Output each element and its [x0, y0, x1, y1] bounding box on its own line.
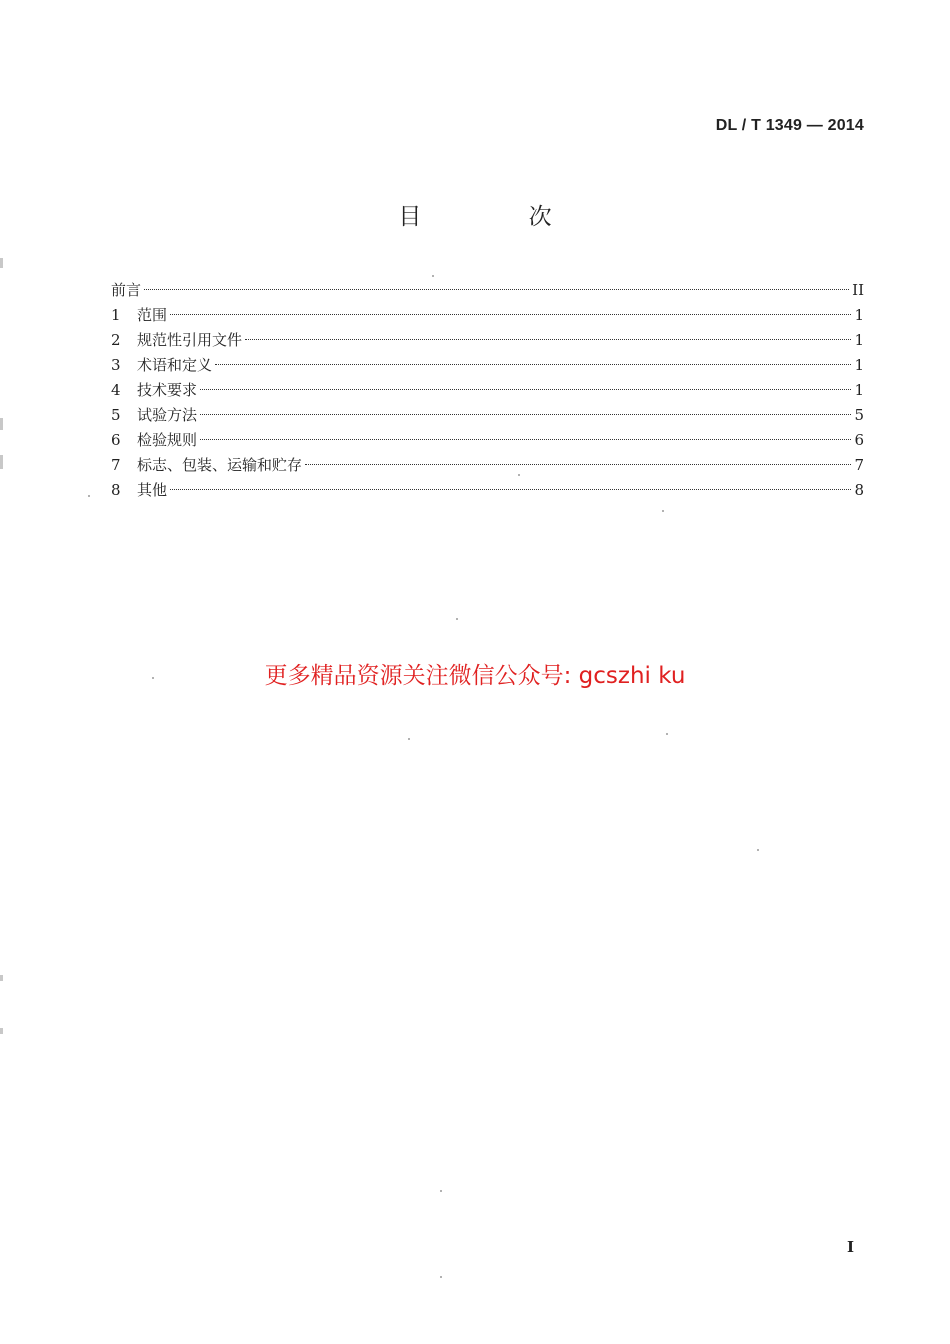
toc-entry-number: 6: [111, 431, 121, 449]
page-number: I: [846, 1238, 854, 1256]
scan-speck: [440, 1276, 442, 1278]
toc-leader-dots: [200, 414, 851, 415]
toc-entry-number: 5: [111, 406, 121, 424]
toc-entry-label: 标志、包装、运输和贮存: [137, 456, 303, 474]
scan-speck: [666, 733, 668, 735]
toc-entry-page: 1: [854, 306, 864, 324]
toc-title: 目 次: [398, 204, 602, 230]
scan-speck: [88, 495, 90, 497]
scan-speck: [152, 677, 154, 679]
toc-entry-page: 7: [854, 456, 864, 474]
toc-entry-label: 检验规则: [137, 431, 198, 449]
toc-entry-number: 3: [111, 356, 121, 374]
toc-entry-normative-references[interactable]: [111, 328, 864, 353]
toc-entry-foreword[interactable]: [111, 278, 864, 303]
toc-entry-marking-packaging[interactable]: [111, 453, 864, 478]
toc-entry-page: 5: [854, 406, 864, 424]
scan-speck: [757, 849, 759, 851]
toc-entry-number: 7: [111, 456, 121, 474]
toc-leader-dots: [144, 289, 849, 290]
scan-speck: [662, 510, 664, 512]
toc-entry-page: II: [852, 281, 864, 299]
toc-entry-test-methods[interactable]: [111, 403, 864, 428]
toc-entry-technical-requirements[interactable]: [111, 378, 864, 403]
scan-edge-mark: [0, 258, 3, 268]
toc-entry-page: 1: [854, 331, 864, 349]
toc-entry-label: 术语和定义: [137, 356, 213, 374]
toc-entry-number: 8: [111, 481, 121, 499]
toc-entry-page: 8: [854, 481, 864, 499]
watermark-text: 更多精品资源关注微信公众号: gcszhi ku: [264, 663, 686, 689]
scan-speck: [408, 738, 410, 740]
toc-entry-scope[interactable]: [111, 303, 864, 328]
toc-leader-dots: [200, 389, 851, 390]
toc-leader-dots: [245, 339, 851, 340]
scan-speck: [432, 275, 434, 277]
toc-entry-page: 1: [854, 381, 864, 399]
toc-leader-dots: [305, 464, 851, 465]
scan-edge-mark: [0, 975, 3, 981]
toc-entry-others[interactable]: [111, 478, 864, 503]
toc-entry-inspection-rules[interactable]: [111, 428, 864, 453]
toc-entry-page: 6: [854, 431, 864, 449]
toc-entry-number: 4: [111, 381, 121, 399]
toc-entry-number: 2: [111, 331, 121, 349]
toc-entry-number: 1: [111, 306, 121, 324]
toc-leader-dots: [170, 489, 851, 490]
table-of-contents: [111, 278, 864, 503]
toc-entry-label: 技术要求: [137, 381, 198, 399]
toc-entry-page: 1: [854, 356, 864, 374]
toc-entry-label: 范围: [137, 306, 168, 324]
scan-speck: [456, 618, 458, 620]
scan-speck: [440, 1190, 442, 1192]
toc-leader-dots: [215, 364, 851, 365]
toc-entry-label: 其他: [137, 481, 168, 499]
toc-entry-label: 规范性引用文件: [137, 331, 243, 349]
scan-speck: [518, 474, 520, 476]
scan-edge-mark: [0, 1028, 3, 1034]
scan-edge-mark: [0, 418, 3, 430]
scan-edge-mark: [0, 455, 3, 469]
standard-code: DL / T 1349 — 2014: [715, 117, 864, 134]
toc-leader-dots: [200, 439, 851, 440]
toc-entry-label: 试验方法: [137, 406, 198, 424]
toc-entry-terms[interactable]: [111, 353, 864, 378]
toc-entry-label: 前言: [111, 281, 142, 299]
toc-leader-dots: [170, 314, 851, 315]
